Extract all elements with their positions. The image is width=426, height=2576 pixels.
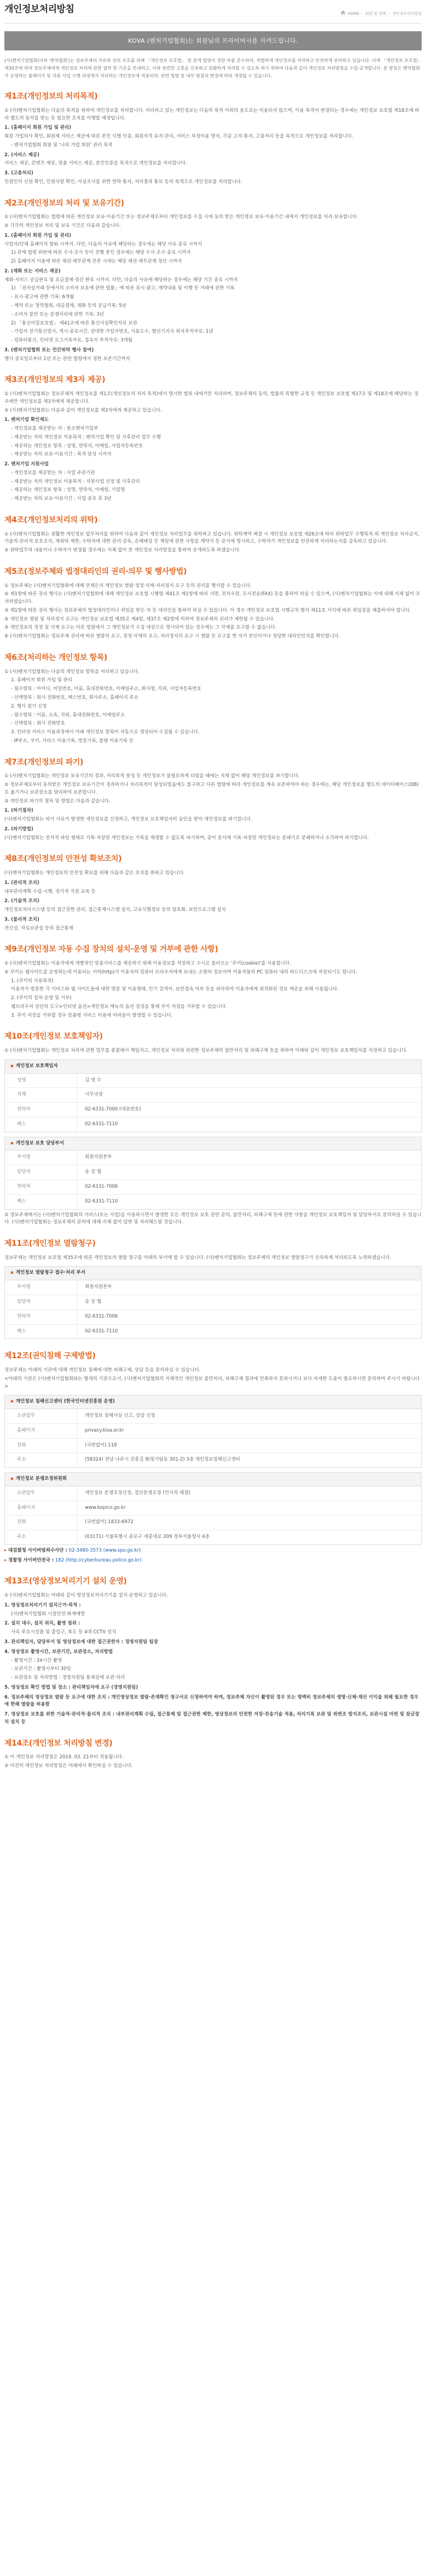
article-paragraph: ① (사)벤처기업협회는 개인정보 처리에 관한 업무를 총괄해서 책임지고, 개인정보 처리와 관련한 정보주체의 불만처리 및 피해구제 등을 위하여 아래와 같이 개인정보 보호책임자를 지정하고 있습니다. [4, 1048, 407, 1054]
article-title: 제9조(개인정보 자동 수집 장치의 설치·운영 및 거부에 관한 사항) [4, 945, 218, 954]
info-table-key: 팩스 [5, 1195, 77, 1209]
article-paragraph: - 제공받는 자의 보유·이용기간 : 사업 종료 후 3년 [11, 496, 112, 502]
info-table-key: 팩스 [5, 1325, 77, 1339]
bullet-icon: ▸ [4, 1557, 8, 1563]
contact-label: 대검찰청 사이버범죄수사단 : [8, 1547, 67, 1553]
article-paragraph: 1) 관계 법령 위반에 따른 수사·조사 등이 진행 중인 경우에는 해당 수사·조사 종료 시까지 [11, 250, 191, 256]
article-paragraph: - 선택항목 : 회사 전화번호 [11, 721, 65, 727]
info-table-value: 02-6331-7110 [85, 1121, 118, 1127]
info-table-value: 02-6331-7006 [85, 1183, 118, 1189]
article-paragraph: - 제공하는 개인정보 항목 : 성명, 연락처, 이메일, 사업자등록번호 [11, 443, 143, 449]
article-subheading: 4. 영상정보 촬영시간, 보관기간, 보관장소, 처리방법 [4, 1649, 113, 1655]
info-table-value: 송 상 협 [85, 1299, 102, 1305]
article-paragraph: ② 위탁업무의 내용이나 수탁자가 변경될 경우에는 지체 없이 본 개인정보 처리방침을 통하여 공개하도록 하겠습니다. [4, 548, 241, 554]
article-subheading: 2. (재화 또는 서비스 제공) [4, 268, 61, 274]
bullet-icon: ▪ [10, 1399, 14, 1405]
article-paragraph: - 제공받는 자의 개인정보 이용목적 : 벤처기업 확인 및 사후관리 업무 수행 [11, 434, 161, 440]
info-table-title [5, 1060, 421, 1074]
article-subheading: 5. 영상정보 확인 방법 및 장소 : 관리책임자에 요구 (경영지원팀) [4, 1684, 139, 1690]
contact-link[interactable]: 02-3480-3573 (www.spo.go.kr) [68, 1547, 141, 1553]
info-table-value: 개인정보 침해사실 신고, 상담 신청 [85, 1413, 156, 1419]
info-table-row [5, 1501, 421, 1516]
info-table-row [5, 1150, 421, 1165]
article-subheading: 2. 설치 대수, 설치 위치, 촬영 범위 : [4, 1621, 80, 1627]
article-paragraph: 정보주체는 개인정보 보호법 제35조에 따른 개인정보의 열람 청구를 아래의 부서에 할 수 있습니다. (사)벤처기업협회는 정보주체의 개인정보 열람청구가 신속하게 처리되도록 노력하겠습니다. [4, 1255, 392, 1261]
article-paragraph: 회원 가입의사 확인, 회원제 서비스 제공에 따른 본인 식별·인증, 회원자격 유지·관리, 서비스 부정이용 방지, 각종 고지·통지, 고충처리 등을 목적으로 개인정보를 처리합니다. [4, 134, 353, 140]
article-paragraph: ② 쿠키는 웹사이트를 운영하는데 이용되는 서버(http)가 이용자의 컴퓨터 브라우저에게 보내는 소량의 정보이며 이용자들의 PC 컴퓨터 내의 하드디스크에 저장되기도 합니다. [4, 969, 358, 975]
info-table-key: 소관업무 [5, 1409, 77, 1423]
breadcrumb-section[interactable]: 회원 및 정책 [365, 11, 387, 16]
article-paragraph: - 표시·광고에 관한 기록: 6개월 [11, 294, 74, 300]
article-subheading: 3. (물리적 조치) [4, 916, 39, 922]
contact-label: 경찰청 사이버안전국 : [8, 1557, 54, 1563]
info-table-key: 홈페이지 [5, 1501, 77, 1515]
info-table-row [5, 1325, 421, 1339]
info-table-row [5, 1180, 421, 1195]
article-section [4, 853, 422, 932]
info-table-row [5, 1118, 421, 1132]
article-paragraph: ① (사)벤처기업협회는 개인정보 보유기간의 경과, 처리목적 달성 등 개인정보가 불필요하게 되었을 때에는 지체 없이 해당 개인정보를 파기합니다. [4, 773, 300, 779]
article-paragraph: ② 제1항에 따른 권리 행사는 (사)벤처기업협회에 대해 개인정보 보호법 시행령 제41조 제1항에 따라 서면, 전자우편, 모사전송(FAX) 등을 통하여 하실 수 있으며, (사)벤처기업협회는 이에 대해 지체 없이 조치하겠습니다. [4, 591, 421, 605]
article-title: 제14조(개인정보 처리방침 변경) [4, 1739, 113, 1748]
article-paragraph: - 제공받는 자의 개인정보 이용목적 : 지원사업 선정 및 사후관리 [11, 478, 140, 485]
article-section [4, 756, 422, 842]
article-paragraph: 이용자가 방문한 각 서비스와 웹 사이트들에 대한 방문 및 이용형태, 인기 검색어, 보안접속 여부 등을 파악하여 이용자에게 최적화된 정보 제공을 위해 사용됩니다. [11, 987, 339, 993]
info-table-key: 담당자 [5, 1295, 77, 1309]
info-table-key: 담당자 [5, 1165, 77, 1179]
article-title: 제8조(개인정보의 안전성 확보조치) [4, 854, 122, 864]
info-table-row [5, 1515, 421, 1530]
info-table-key: 연락처 [5, 1103, 77, 1117]
breadcrumb [341, 10, 422, 17]
article-subheading: 1. 영상정보처리기기 설치근거·목적 : [4, 1602, 81, 1608]
info-table-row [5, 1280, 421, 1295]
article-title: 제13조(영상정보처리기기 설치 운영) [4, 1577, 127, 1586]
article-paragraph: ② 이전의 개인정보 처리방침은 아래에서 확인하실 수 있습니다. [4, 1763, 133, 1769]
article-subheading: 2. (파기방법) [4, 826, 33, 832]
info-table-row [5, 1074, 421, 1088]
article-paragraph: - 개인정보를 제공받는 자 : 사업 주관기관 [11, 470, 95, 476]
article-paragraph: - 벤처기업협회 회원 및 '나의 가업 회원' 관리 목적 [11, 142, 113, 148]
article-paragraph: 행사 종료일로부터 1년 또는 관련 법령에서 정한 보존기간까지 [4, 356, 130, 362]
bullet-icon: ▪ [10, 1476, 14, 1482]
bullet-icon: ▪ [10, 1063, 14, 1069]
article-paragraph: - 계약 또는 청약철회, 대금결제, 재화 등의 공급기록: 5년 [11, 303, 126, 309]
info-table-value: (03171) 서울특별시 종로구 세종대로 209 정부서울청사 4층 [85, 1534, 210, 1540]
article-paragraph: - 가입자 전기통신일시, 개시·종료시간, 상대방 가입자번호, 사용도수, 발신기지국 위치추적자료: 1년 [11, 329, 214, 335]
info-table-value: 송 상 협 [85, 1169, 102, 1175]
article-section [4, 197, 422, 363]
info-table-value: (국번없이) 118 [85, 1442, 117, 1448]
article-paragraph: 3. 쿠키 저장을 거부할 경우 맞춤형 서비스 이용에 어려움이 발생할 수 있습니다. [11, 1012, 173, 1018]
info-table-title [5, 1395, 421, 1409]
info-table-row [5, 1295, 421, 1310]
info-table-row [5, 1453, 421, 1467]
article-paragraph: 웹브라우저 상단의 도구>인터넷 옵션>개인정보 메뉴의 옵션 설정을 통해 쿠키 저장을 거부할 수 있습니다. [11, 1004, 227, 1010]
info-table-value: (국번없이) 1833-6972 [85, 1519, 134, 1525]
info-table-title-text: 개인정보 보호 담당부서 [15, 1140, 64, 1146]
contact-line [4, 1557, 422, 1565]
article-section [4, 374, 422, 503]
article-section [4, 90, 422, 186]
article-paragraph: 정보주체는 아래의 기관에 대해 개인정보 침해에 대한 피해구제, 상담 등을 문의하실 수 있습니다. [4, 1367, 201, 1373]
article-title: 제7조(개인정보의 파기) [4, 757, 83, 767]
article-paragraph: - 보관장소 및 처리방법 : 경영지원팀 통제실에 보관·처리 [11, 1675, 125, 1681]
info-table-value: (58324) 전남 나주시 진흥길 9(빛가람동 301-2) 3층 개인정보침해신고센터 [85, 1457, 240, 1463]
article-paragraph: 1. 홈페이지 회원 가입 및 관리 [11, 677, 72, 683]
article-title: 제11조(개인정보 열람청구) [4, 1239, 96, 1249]
article-paragraph: ② (사)벤처기업협회는 다음과 같이 개인정보를 제3자에게 제공하고 있습니다. [4, 407, 162, 413]
bullet-icon: ▸ [4, 1547, 8, 1553]
info-table-value: www.kopico.go.kr [85, 1504, 126, 1511]
info-table-value: 회원지원본부 [85, 1284, 112, 1290]
info-table-value: 김 영 수 [85, 1077, 102, 1083]
article-paragraph: - IP주소, 쿠키, 서비스 이용기록, 방문기록, 불량 이용기록 등 [11, 738, 134, 744]
article-paragraph: ① (사)벤처기업협회는 법령에 따른 개인정보 보유·이용기간 또는 정보주체로부터 개인정보를 수집 시에 동의 받은 개인정보 보유·이용기간 내에서 개인정보를 처리·보유합니다. [4, 214, 358, 220]
article-paragraph: ① (사)벤처기업협회는 다음의 개인정보 항목을 처리하고 있습니다. [4, 669, 140, 675]
info-table-title [5, 1267, 421, 1280]
article-paragraph: - 촬영시간 : 24시간 촬영 [11, 1657, 62, 1663]
info-table-key: 전화 [5, 1515, 77, 1530]
info-table [4, 1137, 422, 1210]
info-table-key: 소관업무 [5, 1486, 77, 1501]
article-paragraph: ① (사)벤처기업협회는 원활한 개인정보 업무처리를 위하여 다음과 같이 개인정보 처리업무를 위탁하고 있습니다. 위탁계약 체결 시 개인정보 보호법 제26조에 따라 위탁업무 수행목적 외 개인정보 처리금지, 기술적·관리적 보호조치, 재위탁 제한, 수탁자에 대한 관리·감독, 손해배상 등 책임에 관한 사항을 계약서 등 문서에 명시하고, 수탁자가 개인정보를 안전하게 처리하는지를 감독하고 있습니다. [4, 531, 419, 545]
article-paragraph: (사)벤처기업협회는 개인정보의 안전성 확보를 위해 다음과 같은 조치를 취하고 있습니다. [4, 870, 185, 876]
info-table-key: 주소 [5, 1453, 77, 1467]
chevron-right-icon: › [388, 11, 390, 16]
article-section [4, 1737, 422, 1770]
contact-line [4, 1547, 422, 1555]
article-paragraph: ① 이 개인정보 처리방침은 2019. 03. 21부터 적용됩니다. [4, 1754, 124, 1760]
article-section [4, 1575, 422, 1726]
article-paragraph: 2) 홈페이지 이용에 따른 채권·채무관계 잔존 시에는 해당 채권·채무관계 정산 시까지 [11, 259, 182, 265]
article-paragraph: - 소비자 불만 또는 분쟁처리에 관한 기록: 3년 [11, 311, 104, 317]
article-paragraph: 사옥 주요시설물 및 출입구, 복도 등 4대 CCTV 설치 [11, 1629, 117, 1635]
article-paragraph: ① (사)벤처기업협회는 정보주체의 개인정보를 제1조(개인정보의 처리 목적)에서 명시한 범위 내에서만 처리하며, 정보주체의 동의, 법률의 특별한 규정 등 개인정보 보호법 제17조 및 제18조에 해당하는 경우에만 개인정보를 제3자에게 제공합니다. [4, 391, 418, 404]
article-paragraph: 1. (쿠키의 사용목적) [11, 978, 54, 984]
article-paragraph: ② 정보주체로부터 동의받은 개인정보 보유기간이 경과하거나 처리목적이 달성되었음에도 불구하고 다른 법령에 따라 개인정보를 계속 보존하여야 하는 경우에는, 해당 개인정보를 별도의 데이터베이스(DB)로 옮기거나 보관장소를 달리하여 보존합니다. [4, 782, 419, 795]
article-paragraph: 2. 행사 참가 신청 [11, 703, 47, 709]
breadcrumb-current: 개인정보처리방침 [392, 11, 422, 16]
home-icon[interactable] [341, 10, 346, 17]
article-paragraph: 민원인의 신원 확인, 민원사항 확인, 사실조사를 위한 연락·통지, 처리결과 통보 등의 목적으로 개인정보를 처리합니다. [4, 179, 243, 185]
article-subheading: 1. (파기절차) [4, 808, 33, 814]
article-subheading: 3. 관리책임자, 담당부서 및 영상정보에 대한 접근권한자 : 경영지원팀 팀장 [4, 1639, 158, 1645]
article-paragraph: - 제공하는 개인정보 항목 : 성명, 연락처, 이메일, 기업명 [11, 487, 125, 493]
info-table-value: 02-6331-7110 [85, 1198, 118, 1204]
article-paragraph: 내부관리계획 수립·시행, 정기적 직원 교육 등 [4, 888, 96, 894]
article-paragraph: 서비스 제공, 콘텐츠 제공, 맞춤 서비스 제공, 본인인증을 목적으로 개인정보를 처리합니다. [4, 161, 187, 167]
article-title: 제3조(개인정보의 제3자 제공) [4, 375, 105, 385]
article-title: 제6조(처리하는 개인정보 항목) [4, 653, 107, 662]
article-paragraph: ① (사)벤처기업협회는 이용자에게 개별적인 맞춤서비스를 제공하기 위해 이용정보를 저장하고 수시로 불러오는 '쿠키(cookie)'를 사용합니다. [4, 961, 291, 967]
info-table-value: 개인정보 분쟁조정신청, 집단분쟁조정 (민사적 해결) [85, 1490, 191, 1496]
intro-banner: KOVA (벤처기업협회)는 회원님의 프라이버시를 지켜드립니다. [4, 31, 422, 51]
article-section [4, 652, 422, 745]
info-table-row [5, 1439, 421, 1454]
info-table-value: 회원지원본부 [85, 1154, 112, 1160]
info-table [4, 1472, 422, 1545]
article-subheading: 1. 벤처기업 확인제도 [4, 417, 49, 423]
article-title: 제1조(개인정보의 처리목적) [4, 92, 98, 101]
article-paragraph: 2. (쿠키의 설치·운영 및 거부) [11, 995, 72, 1001]
article-section [4, 1350, 422, 1564]
article-paragraph: 전산실, 자료보관실 등의 접근통제 [4, 925, 73, 931]
article-paragraph: (사)벤처기업협회 시설안전·화재예방 [11, 1611, 85, 1617]
article-subheading: 7. 영상정보 보호를 위한 기술적·관리적·물리적 조치 : 내부관리계획 수립, 접근통제 및 접근권한 제한, 영상정보의 안전한 저장·전송기술 적용, 처리기록 보관 및 위변조 방지조치, 보관시설 마련 및 잠금장치 설치 등 [4, 1712, 419, 1725]
article-paragraph: - 개인정보를 제공받는 자 : 중소벤처기업부 [11, 426, 99, 432]
article-section [4, 943, 422, 1019]
article-subheading: 1. (홈페이지 회원 가입 및 관리) [4, 125, 72, 131]
article-paragraph: (사)벤처기업협회는 전자적 파일 형태로 기록·저장된 개인정보는 기록을 재생할 수 없도록 파기하며, 종이 문서에 기록·저장된 개인정보는 분쇄기로 분쇄하거나 소각하여 파기합니다. [4, 835, 369, 841]
info-table-row [5, 1409, 421, 1424]
article-paragraph: - 컴퓨터통신, 인터넷 로그기록자료, 접속지 추적자료: 3개월 [11, 338, 133, 344]
article-title: 제12조(권익침해 구제방법) [4, 1352, 96, 1361]
info-table-title [5, 1137, 421, 1151]
info-table-title-text: 개인정보 침해신고센터 (한국인터넷진흥원 운영) [15, 1399, 115, 1405]
article-paragraph: 1) 「전자상거래 등에서의 소비자 보호에 관한 법률」에 따른 표시·광고, 계약내용 및 이행 등 거래에 관한 기록 [11, 286, 235, 292]
info-table-value: 02-6331-7000 (대표번호) [85, 1107, 141, 1113]
article-paragraph: - 필수항목 : 아이디, 비밀번호, 이름, 휴대전화번호, 이메일주소, 회사명, 직위, 사업자등록번호 [11, 686, 202, 692]
article-paragraph: ③ 개인정보 파기의 절차 및 방법은 다음과 같습니다. [4, 798, 111, 804]
intro-text: (사)벤처기업협회(이하 '벤처협회')는 정보주체의 자유와 권리 보호를 위해 「개인정보 보호법」 및 관계 법령이 정한 바를 준수하여, 적법하게 개인정보를 처리하고 안전하게 관리하고 있습니다. 이에 「개인정보 보호법」 제30조에 따라 정보주체에게 개인정보 처리에 관한 절차 및 기준을 안내하고, 이와 관련한 고충을 신속하고 원활하게 처리할 수 있도록 하기 위하여 다음과 같이 개인정보 처리방침을 수립·공개합니다. 본 방침은 벤처협회가 운영하는 홈페이지 및 각종 사업 수행 과정에서 처리하는 개인정보에 적용되며, 관련 법령 및 내부 방침의 변경에 따라 개정될 수 있습니다. [4, 58, 422, 78]
info-table-value: 02-6331-7006 [85, 1313, 118, 1319]
article-subheading: 2. (기술적 조치) [4, 898, 39, 904]
info-table-key: 부서명 [5, 1280, 77, 1295]
article-section [4, 1238, 422, 1339]
info-table [4, 1395, 422, 1468]
info-table-title-text: 개인정보 열람청구 접수·처리 부서 [15, 1270, 85, 1276]
article-paragraph: 2) 「통신비밀보호법」 제41조에 따른 통신사실확인자료 보관 [11, 320, 137, 326]
info-table [4, 1059, 422, 1132]
info-table-row [5, 1088, 421, 1103]
info-table-key: 홈페이지 [5, 1424, 77, 1438]
article-paragraph: ⑤ 개인정보의 정정 및 삭제 요구는 다른 법령에서 그 개인정보가 수집 대상으로 명시되어 있는 경우에는 그 삭제를 요구할 수 없습니다. [4, 625, 277, 631]
article-paragraph: - 선택항목 : 회사 전화번호, 팩스번호, 회사주소, 홈페이지 주소 [11, 694, 139, 700]
article-title: 제2조(개인정보의 처리 및 보유기간) [4, 198, 124, 208]
article-paragraph: - 필수항목 : 이름, 소속, 직위, 휴대전화번호, 이메일주소 [11, 712, 125, 718]
chevron-right-icon: › [361, 11, 363, 16]
article-paragraph: ① (사)벤처기업협회는 다음의 목적을 위하여 개인정보를 처리합니다. 처리하고 있는 개인정보는 다음의 목적 이외의 용도로는 이용되지 않으며, 이용 목적이 변경되는 경우에는 개인정보 보호법 제18조에 따라 별도의 동의를 받는 등 필요한 조치를 이행할 예정입니다. [4, 107, 419, 121]
info-table-title-text: 개인정보 보호책임자 [15, 1063, 58, 1069]
article-paragraph: ② 정보주체께서는 (사)벤처기업협회의 서비스(또는 사업)을 이용하시면서 발생한 모든 개인정보 보호 관련 문의, 불만처리, 피해구제 등에 관한 사항을 개인정보 보호책임자 및 담당부서로 문의하실 수 있습니다. (사)벤처기업협회는 정보주체의 문의에 대해 지체 없이 답변 및 처리해드릴 것입니다. [4, 1212, 422, 1226]
info-table-row [5, 1103, 421, 1118]
article-title: 제4조(개인정보처리의 위탁) [4, 516, 98, 525]
article-paragraph: - 보관기간 : 촬영시부터 30일 [11, 1666, 71, 1672]
article-paragraph: ⑥ (사)벤처기업협회는 정보주체 권리에 따른 열람의 요구, 정정·삭제의 요구, 처리정지의 요구 시 열람 등 요구를 한 자가 본인이거나 정당한 대리인인지를 확인합니다. [4, 634, 340, 640]
article-paragraph: (사)벤처기업협회는 파기 사유가 발생한 개인정보를 선정하고, 개인정보 보호책임자의 승인을 받아 개인정보를 파기합니다. [4, 817, 252, 823]
info-table-key: 부서명 [5, 1150, 77, 1165]
info-table-row [5, 1424, 421, 1439]
info-table-key: 연락처 [5, 1180, 77, 1194]
page-header [4, 0, 422, 24]
article-subheading: 6. 정보주체의 영상정보 열람 등 요구에 대한 조치 : 개인영상정보 열람·존재확인 청구서로 신청하여야 하며, 정보주체 자신이 촬영된 경우 또는 명백히 정보주체의 생명·신체·재산 이익을 위해 필요한 경우에 한해 열람을 허용함 [4, 1694, 419, 1708]
article-subheading: 2. (서비스 제공) [4, 152, 39, 158]
article-subheading: 3. (고충처리) [4, 170, 33, 176]
article-title: 제5조(정보주체와 법정대리인의 권리·의무 및 행사방법) [4, 567, 187, 576]
article-paragraph: ② 각각의 개인정보 처리 및 보유 기간은 다음과 같습니다. [4, 223, 121, 229]
info-table-title-text: 개인정보 분쟁조정위원회 [15, 1476, 67, 1482]
article-paragraph: 사업자/단체 홈페이지 탈퇴 시까지. 다만, 다음의 사유에 해당하는 경우에는 해당 사유 종료 시까지 [4, 241, 202, 247]
info-table-row [5, 1310, 421, 1325]
article-paragraph: 재화·서비스 공급완료 및 요금결제·정산 완료 시까지. 다만, 다음의 사유에 해당하는 경우에는 해당 기간 종료 시까지 [4, 277, 238, 283]
article-paragraph: ① 정보주체는 (사)벤처기업협회에 대해 언제든지 개인정보 열람·정정·삭제·처리정지 요구 등의 권리를 행사할 수 있습니다. [4, 583, 252, 589]
info-table-row [5, 1195, 421, 1209]
article-subheading: 1. (홈페이지 회원 가입 및 관리) [4, 232, 72, 238]
article-section [4, 566, 422, 641]
info-table-row [5, 1530, 421, 1545]
info-table-row [5, 1165, 421, 1180]
info-table [4, 1266, 422, 1339]
article-paragraph: - 제공받는 자의 보유·이용기간 : 목적 달성 시까지 [11, 452, 112, 458]
info-table-key: 팩스 [5, 1118, 77, 1132]
article-paragraph: <아래의 기관은 (사)벤처기업협회와는 별개의 기관으로서, (사)벤처기업협회의 자체적인 개인정보 불만처리, 피해구제 결과에 만족하지 못하시거나 보다 자세한 도움이 필요하시면 문의하여 주시기 바랍니다> [4, 1376, 420, 1389]
contact-link[interactable]: 182 (http://cyberbureau.police.go.kr) [55, 1557, 142, 1563]
bullet-icon: ▪ [10, 1140, 14, 1146]
info-table-key: 직책 [5, 1088, 77, 1102]
article-section [4, 514, 422, 555]
article-subheading: 1. (관리적 조치) [4, 880, 39, 886]
breadcrumb-home[interactable]: HOME [347, 11, 359, 16]
article-subheading: 3. (벤처기업협회 또는 민간위탁 행사 참여) [4, 347, 94, 353]
article-paragraph: 개인정보처리시스템 등의 접근권한 관리, 접근통제시스템 설치, 고유식별정보 등의 암호화, 보안프로그램 설치 [4, 907, 226, 913]
article-title: 제10조(개인정보 보호책임자) [4, 1032, 103, 1041]
info-table-value: 사무국장 [85, 1092, 103, 1098]
article-section [4, 1030, 422, 1227]
info-table-key: 전화 [5, 1439, 77, 1453]
article-subheading: 2. 벤처기업 지원사업 [4, 461, 49, 468]
page-title: 개인정보처리방침 [4, 4, 74, 15]
info-table-row [5, 1486, 421, 1501]
info-table-title [5, 1473, 421, 1486]
articles-container [4, 90, 422, 1770]
article-paragraph: 3. 인터넷 서비스 이용과정에서 아래 개인정보 항목이 자동으로 생성되어 수집될 수 있습니다. [11, 730, 200, 736]
bullet-icon: ▪ [10, 1270, 14, 1276]
article-paragraph: ④ 개인정보 열람 및 처리정지 요구는 개인정보 보호법 제35조 제4항, 제37조 제2항에 의하여 정보주체의 권리가 제한될 수 있습니다. [4, 616, 275, 622]
article-paragraph: ③ 제1항에 따른 권리 행사는 정보주체의 법정대리인이나 위임을 받은 자 등 대리인을 통하여 하실 수 있습니다. 이 경우 개인정보 보호법 시행규칙 별지 제11호 서식에 따른 위임장을 제출하셔야 합니다. [4, 607, 411, 613]
info-table-key: 주소 [5, 1530, 77, 1545]
info-table-key: 연락처 [5, 1310, 77, 1324]
info-table-value: privacy.kisa.or.kr [85, 1427, 124, 1433]
info-table-key: 성명 [5, 1074, 77, 1088]
article-paragraph: ① (사)벤처기업협회는 아래와 같이 영상정보처리기기를 설치·운영하고 있습니다. [4, 1593, 168, 1599]
info-table-value: 02-6331-7110 [85, 1328, 118, 1334]
